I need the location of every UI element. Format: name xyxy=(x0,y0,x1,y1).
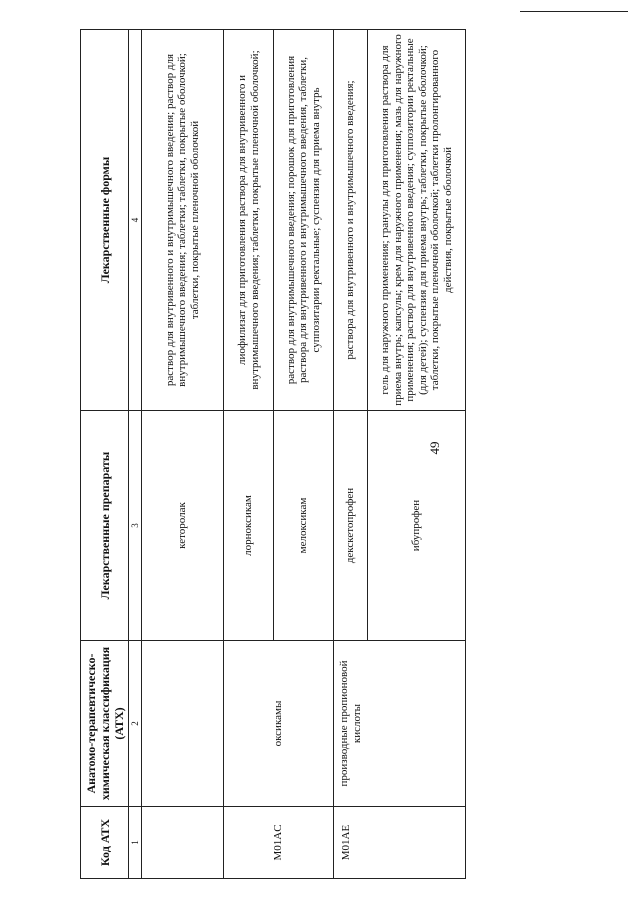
header-row xyxy=(81,30,129,879)
header-drugs: Лекарственные препараты xyxy=(81,411,129,641)
classification-cell: производные пропионовой кислоты xyxy=(334,641,466,807)
code-cell: M01AE xyxy=(334,807,466,879)
drug-cell: ибупрофен xyxy=(368,411,466,641)
drug-table xyxy=(80,29,466,879)
header-code: Код АТХ xyxy=(81,807,129,879)
forms-cell: раствора для внутривенного и внутримышечного введения; xyxy=(334,30,368,411)
forms-cell: раствор для внутримышечного введения; порошок для приготовления раствора для внутривенного и внутримышечного введения, таблетки, суппозитарии ректальные; суспензия для приема внутрь xyxy=(274,30,334,411)
table-row xyxy=(334,30,368,879)
column-number: 1 xyxy=(129,807,142,879)
column-number-row xyxy=(129,30,142,879)
classification-cell: оксикамы xyxy=(224,641,334,807)
code-cell xyxy=(142,807,224,879)
column-number: 4 xyxy=(129,30,142,411)
drug-cell: декскетопрофен xyxy=(334,411,368,641)
column-number: 3 xyxy=(129,411,142,641)
forms-cell: раствор для внутривенного и внутримышечного введения; раствор для внутримышечного введения; таблетки; таблетки, покрытые оболочкой; таблетки, покрытые пленочной оболочкой xyxy=(142,30,224,411)
code-cell: M01AC xyxy=(224,807,334,879)
header-forms: Лекарственные формы xyxy=(81,30,129,411)
top-rule xyxy=(520,11,628,12)
table-row xyxy=(224,30,274,879)
forms-cell: лиофилизат для приготовления раствора для внутривенного и внутримышечного введения; таблетки, покрытые пленочной оболочкой; xyxy=(224,30,274,411)
drug-table-rotated xyxy=(80,30,465,879)
header-classification: Анатомо-терапевтическо-химическая классификация (АТХ) xyxy=(81,641,129,807)
table-row xyxy=(142,30,224,879)
drug-cell: кеторолак xyxy=(142,411,224,641)
classification-cell xyxy=(142,641,224,807)
forms-cell: гель для наружного применения; гранулы для приготовления раствора для приема внутрь; капсулы; крем для наружного применения; мазь для наружного применения; раствор для внутривенного введения; суппозитории ректальные (для детей); суспензия для приема внутрь; таблетки, покрытые оболочкой; таблетки, покрытые пленочной оболочкой; таблетки пролонгированного действия, покрытые оболочкой xyxy=(368,30,466,411)
column-number: 2 xyxy=(129,641,142,807)
drug-cell: лорноксикам xyxy=(224,411,274,641)
page-number: 49 xyxy=(427,441,442,455)
drug-cell: мелоксикам xyxy=(274,411,334,641)
